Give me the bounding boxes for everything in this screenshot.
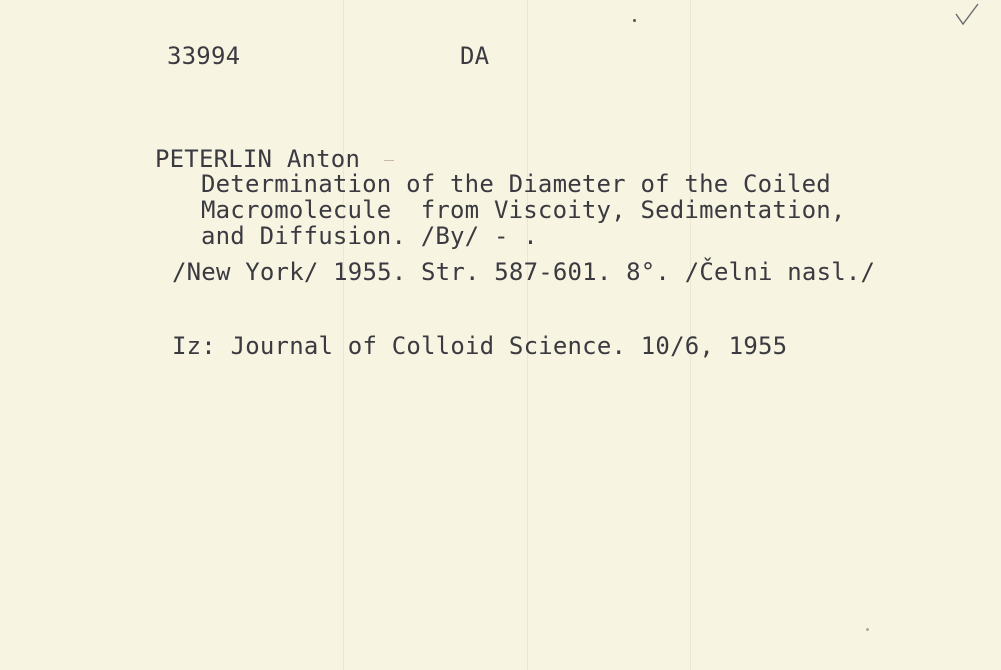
imprint-line: /New York/ 1955. Str. 587-601. 8°. /Čelni nasl./ bbox=[172, 258, 876, 286]
call-number: 33994 bbox=[167, 42, 241, 70]
source-line: Iz: Journal of Colloid Science. 10/6, 1955 bbox=[172, 332, 788, 360]
title-line-1: Determination of the Diameter of the Coiled bbox=[201, 170, 831, 198]
title-line-3: and Diffusion. /By/ - . bbox=[201, 222, 538, 250]
pencil-dash bbox=[384, 160, 394, 161]
checkmark-icon bbox=[952, 2, 982, 30]
collection-code: DA bbox=[460, 42, 490, 70]
author-heading: PETERLIN Anton bbox=[155, 145, 361, 173]
ink-dot bbox=[866, 628, 869, 631]
ink-dot bbox=[633, 19, 636, 22]
title-line-2: Macromolecule from Viscoity, Sedimentation, bbox=[201, 196, 846, 224]
